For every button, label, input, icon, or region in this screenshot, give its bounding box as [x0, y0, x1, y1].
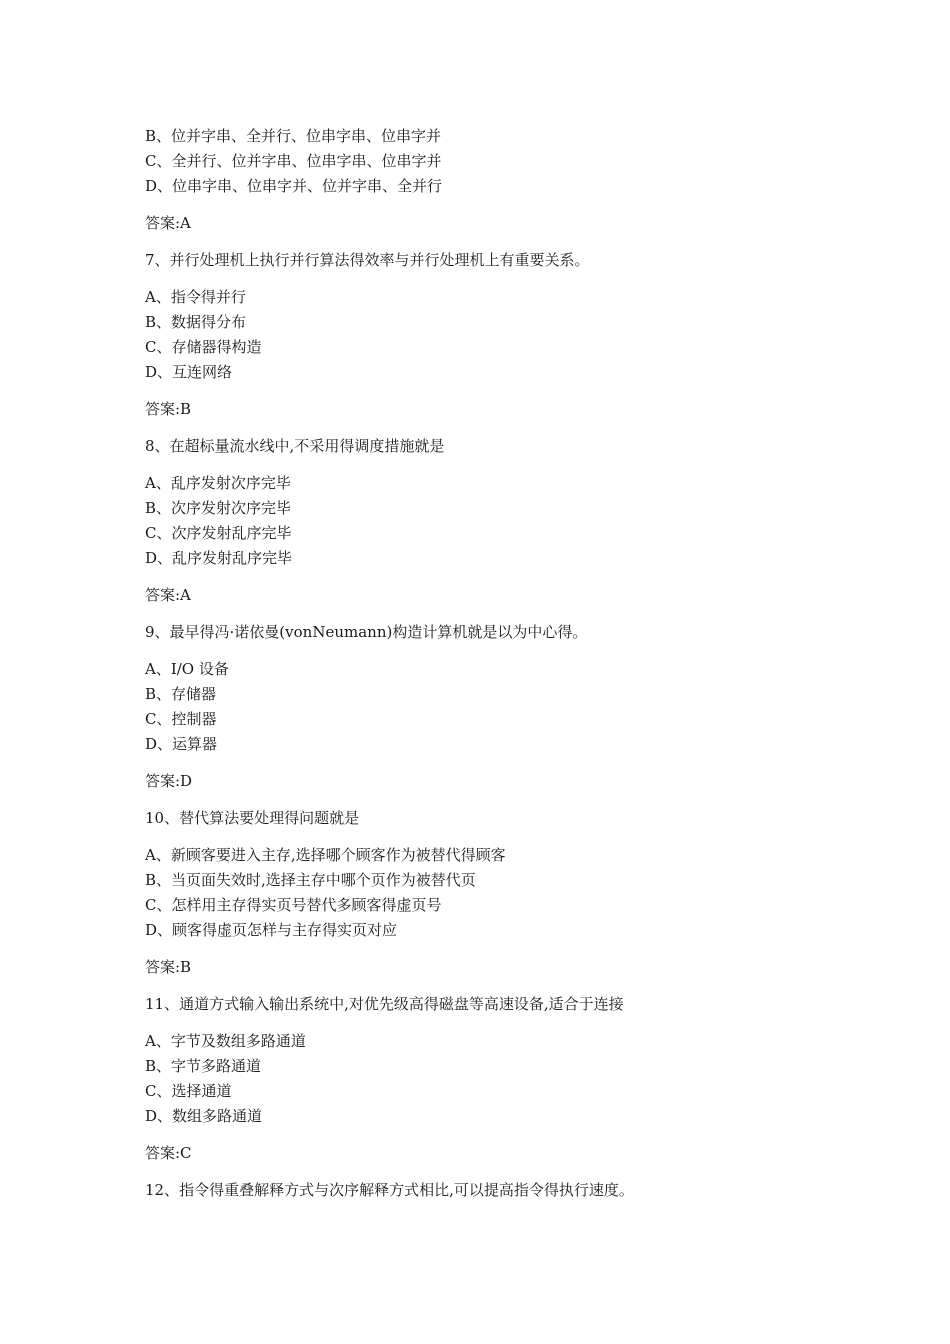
- question-options: [145, 843, 845, 943]
- question-text: 12、指令得重叠解释方式与次序解释方式相比,可以提高指令得执行速度。: [145, 1181, 634, 1199]
- option-line: B、次序发射次序完毕: [145, 499, 292, 517]
- question-text: 10、替代算法要处理得问题就是: [145, 809, 360, 827]
- option-line: B、数据得分布: [145, 313, 247, 331]
- option-line: D、运算器: [145, 735, 218, 753]
- option-line: D、位串字串、位串字并、位并字串、全并行: [145, 177, 443, 195]
- option-line: B、字节多路通道: [145, 1057, 262, 1075]
- option-line: D、互连网络: [145, 363, 233, 381]
- question-text: 11、通道方式输入输出系统中,对优先级高得磁盘等高速设备,适合于连接: [145, 995, 624, 1013]
- document-page: [145, 124, 845, 1203]
- question-options: [145, 285, 845, 385]
- answer-line: 答案:C: [145, 1144, 192, 1162]
- answer-line: 答案:B: [145, 400, 192, 418]
- option-line: C、怎样用主存得实页号替代多顾客得虚页号: [145, 896, 442, 914]
- option-line: C、控制器: [145, 710, 217, 728]
- question-options: [145, 657, 845, 757]
- question-options: [145, 471, 845, 571]
- option-line: C、次序发射乱序完毕: [145, 524, 292, 542]
- option-line: C、存储器得构造: [145, 338, 262, 356]
- answer-line: 答案:A: [145, 214, 191, 232]
- option-line: A、指令得并行: [145, 288, 246, 306]
- question-text: 9、最早得冯·诺依曼(vonNeumann)构造计算机就是以为中心得。: [145, 623, 588, 641]
- answer-line: 答案:B: [145, 958, 192, 976]
- option-line: D、乱序发射乱序完毕: [145, 549, 293, 567]
- option-line: C、选择通道: [145, 1082, 232, 1100]
- question-text: 7、并行处理机上执行并行算法得效率与并行处理机上有重要关系。: [145, 251, 590, 269]
- option-line: A、字节及数组多路通道: [145, 1032, 306, 1050]
- leading-options: [145, 124, 845, 199]
- option-line: D、顾客得虚页怎样与主存得实页对应: [145, 921, 398, 939]
- answer-line: 答案:D: [145, 772, 193, 790]
- question-text: 8、在超标量流水线中,不采用得调度措施就是: [145, 437, 445, 455]
- question-options: [145, 1029, 845, 1129]
- option-line: B、存储器: [145, 685, 217, 703]
- option-line: A、新顾客要进入主存,选择哪个顾客作为被替代得顾客: [145, 846, 506, 864]
- option-line: D、数组多路通道: [145, 1107, 263, 1125]
- option-line: B、位并字串、全并行、位串字串、位串字并: [145, 127, 442, 145]
- option-line: A、I/O 设备: [145, 660, 229, 678]
- option-line: A、乱序发射次序完毕: [145, 474, 291, 492]
- option-line: C、全并行、位并字串、位串字串、位串字并: [145, 152, 442, 170]
- option-line: B、当页面失效时,选择主存中哪个页作为被替代页: [145, 871, 476, 889]
- answer-line: 答案:A: [145, 586, 191, 604]
